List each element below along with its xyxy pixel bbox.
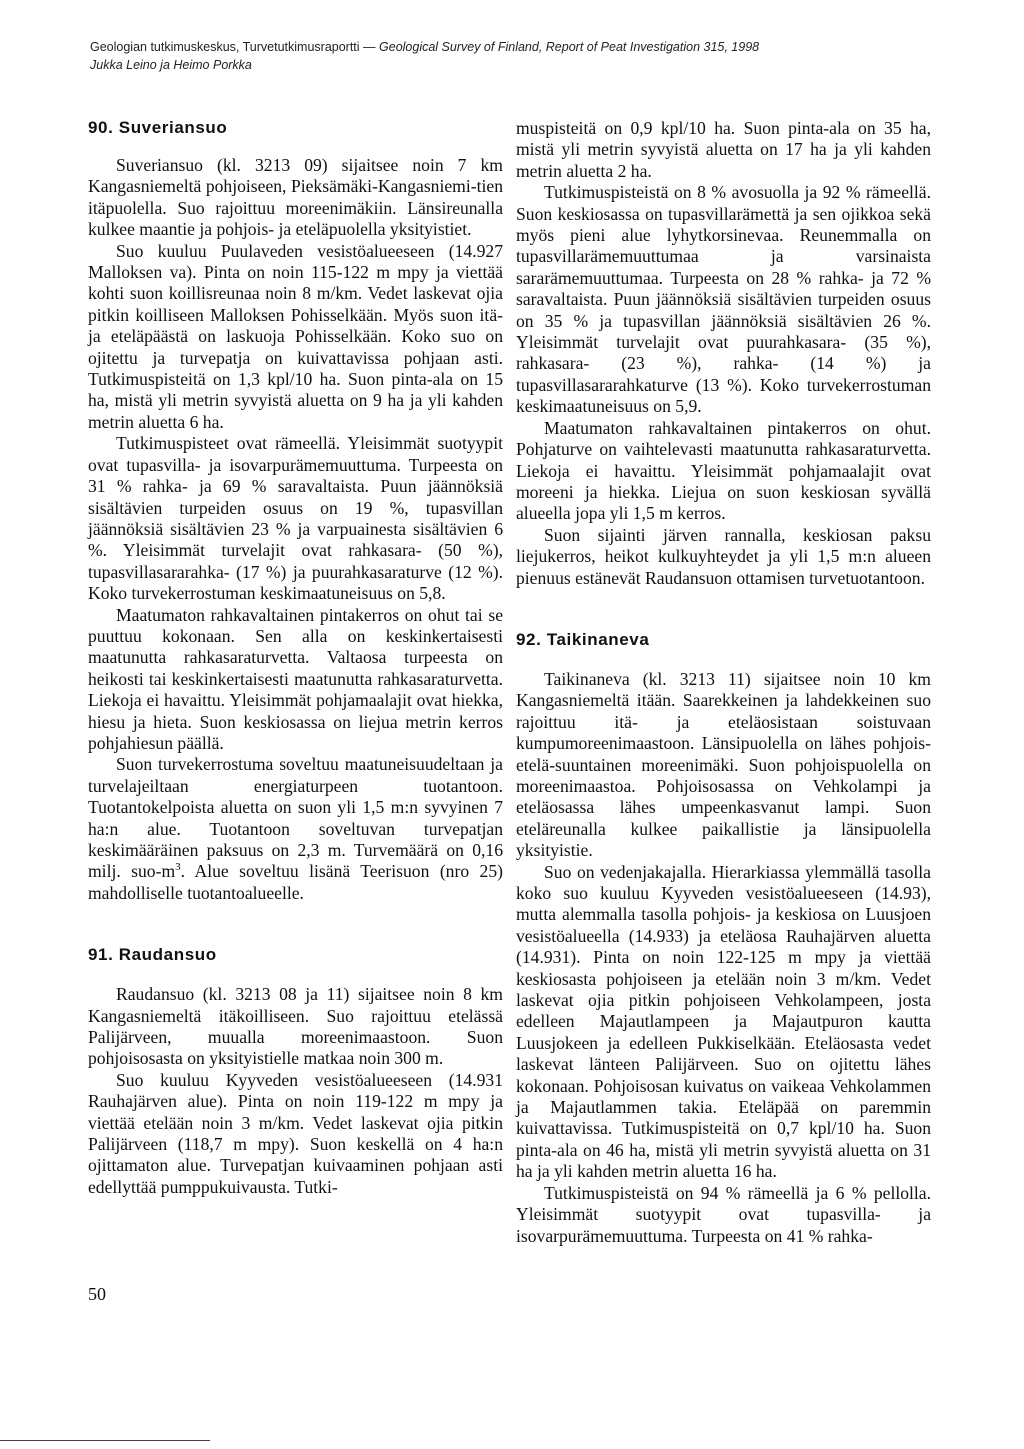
paragraph: Suon sijainti järven rannalla, keskiosan paksu liejukerros, heikot kulkuyhteydet ja yli 1,5 m:n alueen pienuus estänevät Raudansuon ottamisen turvetuotantoon. [516, 524, 931, 588]
section-title-92: 92. Taikinaneva [516, 629, 650, 649]
section-title-91: 91. Raudansuo [88, 945, 217, 965]
paragraph: Taikinaneva (kl. 3213 11) sijaitsee noin 10 km Kangasniemeltä itään. Saarekkeinen ja lahdekkeinen suo rajoittuu itä- ja eteläosistaan soistuvaan kumpumoreenimaastoon. Länsipuolella on lähes pohjois-etelä-suuntainen moreenimäki. Suon pohjoispuolella on moreenimaastoa. Pohjoisosassa on Vehkolampi ja eteläosassa lähes umpeenkasvanut lampi. Suon eteläreunalla kulkee paikallistie ja länsipuolella yksityistie. [516, 668, 931, 861]
paragraph: Suo kuuluu Kyyveden vesistöalueeseen (14.931 Rauhajärven alue). Pinta on noin 119-122 m mpy ja viettää etelään noin 3 m/km. Vedet laskevat ojia pitkin Palijärveen (118,7 m mpy). Suon keskellä on 4 ha:n ojittamaton alue. Turvepatjan kuivaaminen pohjaan asti edellyttää pumppukuivausta. Tutki- [88, 1069, 503, 1197]
paragraph: Tutkimuspisteistä on 94 % rämeellä ja 6 % pellolla. Yleisimmät suotyypit ovat tupasvilla- ja isovarpurämemuuttuma. Turpeesta on 41 % rahka- [516, 1182, 931, 1246]
section-title-90: 90. Suveriansuo [88, 118, 228, 137]
paragraph: Raudansuo (kl. 3213 08 ja 11) sijaitsee noin 8 km Kangasniemeltä itäkoilliseen. Suo rajoittuu etelässä Palijärveen, muualla moreenimaastoon. Suon pohjoisosasta on yksityistielle matkaa noin 300 m. [88, 984, 503, 1069]
paragraph-continued: muspisteitä on 0,9 kpl/10 ha. Suon pinta-ala on 35 ha, mistä yli metrin syvyistä aluetta on 17 ha ja yli kahden metrin aluetta 2 ha. [516, 118, 931, 181]
page-number: 50 [88, 1284, 106, 1304]
paragraph: Tutkimuspisteet ovat rämeellä. Yleisimmät suotyypit ovat tupasvilla- ja isovarpurämemuuttuma. Turpeesta on 31 % rahka- ja 69 % saravaltaista. Puun jäännöksiä sisältävien turpeiden osuus on 19 %, tupasvillan jäännöksiä sisältävien 23 % ja varpuainesta sisältävien 6 %. Yleisimmät turvelajit ovat rahkasara- (50 %), tupasvillasararahka- (17 %) ja puurahkasaraturve (12 %). Koko turvekerrostuman keskimaatuneisuus on 5,8. [88, 433, 503, 604]
running-header [90, 38, 970, 74]
header-publisher: Geologian tutkimuskeskus, Turvetutkimusraportti — [90, 40, 380, 54]
paragraph-text: . Alue soveltuu lisänä Teerisuon (nro 25) mahdolliselle tuotantoalueelle. [88, 861, 503, 903]
left-column [88, 117, 503, 1198]
paragraph: Suveriansuo (kl. 3213 09) sijaitsee noin 7 km Kangasniemeltä pohjoiseen, Pieksämäki-Kangasniemi-tien itäpuolella. Suo rajoittuu moreenimäkiin. Länsireunalla kulkee maantie ja pohjois- ja eteläpuolella yksityistiet. [88, 155, 503, 240]
paragraph-text: Suon turvekerrostuma soveltuu maatuneisuudeltaan ja turvelajeiltaan energiaturpeen tuotantoon. Tuotantokelpoista aluetta on suon yli 1,5 m:n syvyinen 7 ha:n alue. Tuotantoon soveltuvan turvepatjan keskimääräinen paksuus on 2,3 m. Turvemäärä on 0,16 milj. suo-m [88, 754, 503, 882]
right-column [516, 118, 931, 1247]
superscript: 3 [175, 861, 181, 874]
paragraph: Suo kuuluu Puulaveden vesistöalueeseen (14.927 Malloksen va). Pinta on noin 115-122 m mpy ja viettää kohti suon koillisreunaa noin 8 m/km. Vedet laskevat ojia pitkin koilliseen Malloksen Pohisselkään. Myös suon itä- ja eteläpäästä on laskuoja Pohisselkään. Koko suo on ojitettu ja turvepatja on kuivattavissa pohjaan asti. Tutkimuspisteitä on 1,3 kpl/10 ha. Suon pinta-ala on 15 ha, mistä yli metrin syvyistä aluetta on 9 ha ja yli kahden metrin aluetta 6 ha. [88, 240, 503, 432]
paragraph: Tutkimuspisteistä on 8 % avosuolla ja 92 % rämeellä. Suon keskiosassa on tupasvillarämettä ja sen ojikkoa sekä myös pieni alue lyhytkorsinevaa. Reunemmalla on tupasvillarämemuuttumaa ja varsinaista sararämemuuttumaa. Turpeesta on 28 % rahka- ja 72 % saravaltaista. Puun jäännöksiä sisältävien turpeiden osuus on 35 % ja tupasvillan jäännöksiä sisältävien 26 %. Yleisimmät turvelajit ovat puurahkasara- (35 %), rahkasara- (23 %), rahka- (14 %) ja tupasvillasararahkaturve (13 %). Koko turvekerrostuman keskimaatuneisuus on 5,9. [516, 182, 931, 417]
header-authors: Jukka Leino ja Heimo Porkka [90, 58, 252, 72]
header-line-1 [90, 38, 970, 56]
header-series: Geological Survey of Finland, Report of Peat Investigation 315, 1998 [379, 40, 760, 54]
paragraph: Maatumaton rahkavaltainen pintakerros on ohut tai se puuttuu kokonaan. Sen alla on keskinkertaisesti maatunutta rahkasaraturvetta. Valtaosa turpeesta on heikosti tai keskinkertaisesti maatunutta rahkasaraturvetta. Liekoja ei havaittu. Yleisimmät pohjamaalajit ovat hiekka, hiesu ja hieta. Suon keskiosassa on liejua metrin kerros pohjahiesun päällä. [88, 604, 503, 753]
bottom-rule [0, 1440, 210, 1441]
paragraph [88, 754, 503, 904]
paragraph: Suo on vedenjakajalla. Hierarkiassa ylemmällä tasolla koko suo kuuluu Kyyveden vesistöalueeseen (14.93), mutta alemmalla tasolla pohjois- ja keskiosa on Luusjoen vesistöalueella (14.933) ja eteläosa Rauhajärven aluetta (14.931). Pinta on noin 122-125 m mpy ja viettää keskiosasta pohjoiseen ja etelään noin 3 m/km. Vedet laskevat ojia pitkin pohjoiseen Vehkolampeen, josta edelleen Majautlampeen ja Majautpuron kautta Luusjokeen ja edelleen Pukkiselkään. Eteläosasta vedet laskevat länteen Palijärveen. Suo on ojitettu lähes kokonaan. Pohjoisosan kuivatus on vaikeaa Vehkolammen ja Majautlammen takia. Eteläpää on paremmin kuivattavissa. Tutkimuspisteitä on 0,7 kpl/10 ha. Suon pinta-ala on 46 ha, mistä yli metrin syvyistä aluetta on 31 ha ja yli kahden metrin aluetta 16 ha. [516, 861, 931, 1182]
paragraph: Maatumaton rahkavaltainen pintakerros on ohut. Pohjaturve on vaihtelevasti maatunutta rahkasaraturvetta. Liekoja ei havaittu. Yleisimmät pohjamaalajit ovat moreeni ja hiekka. Liejua on suon keskiosan syvällä alueella jopa yli 1,5 m kerros. [516, 417, 931, 524]
